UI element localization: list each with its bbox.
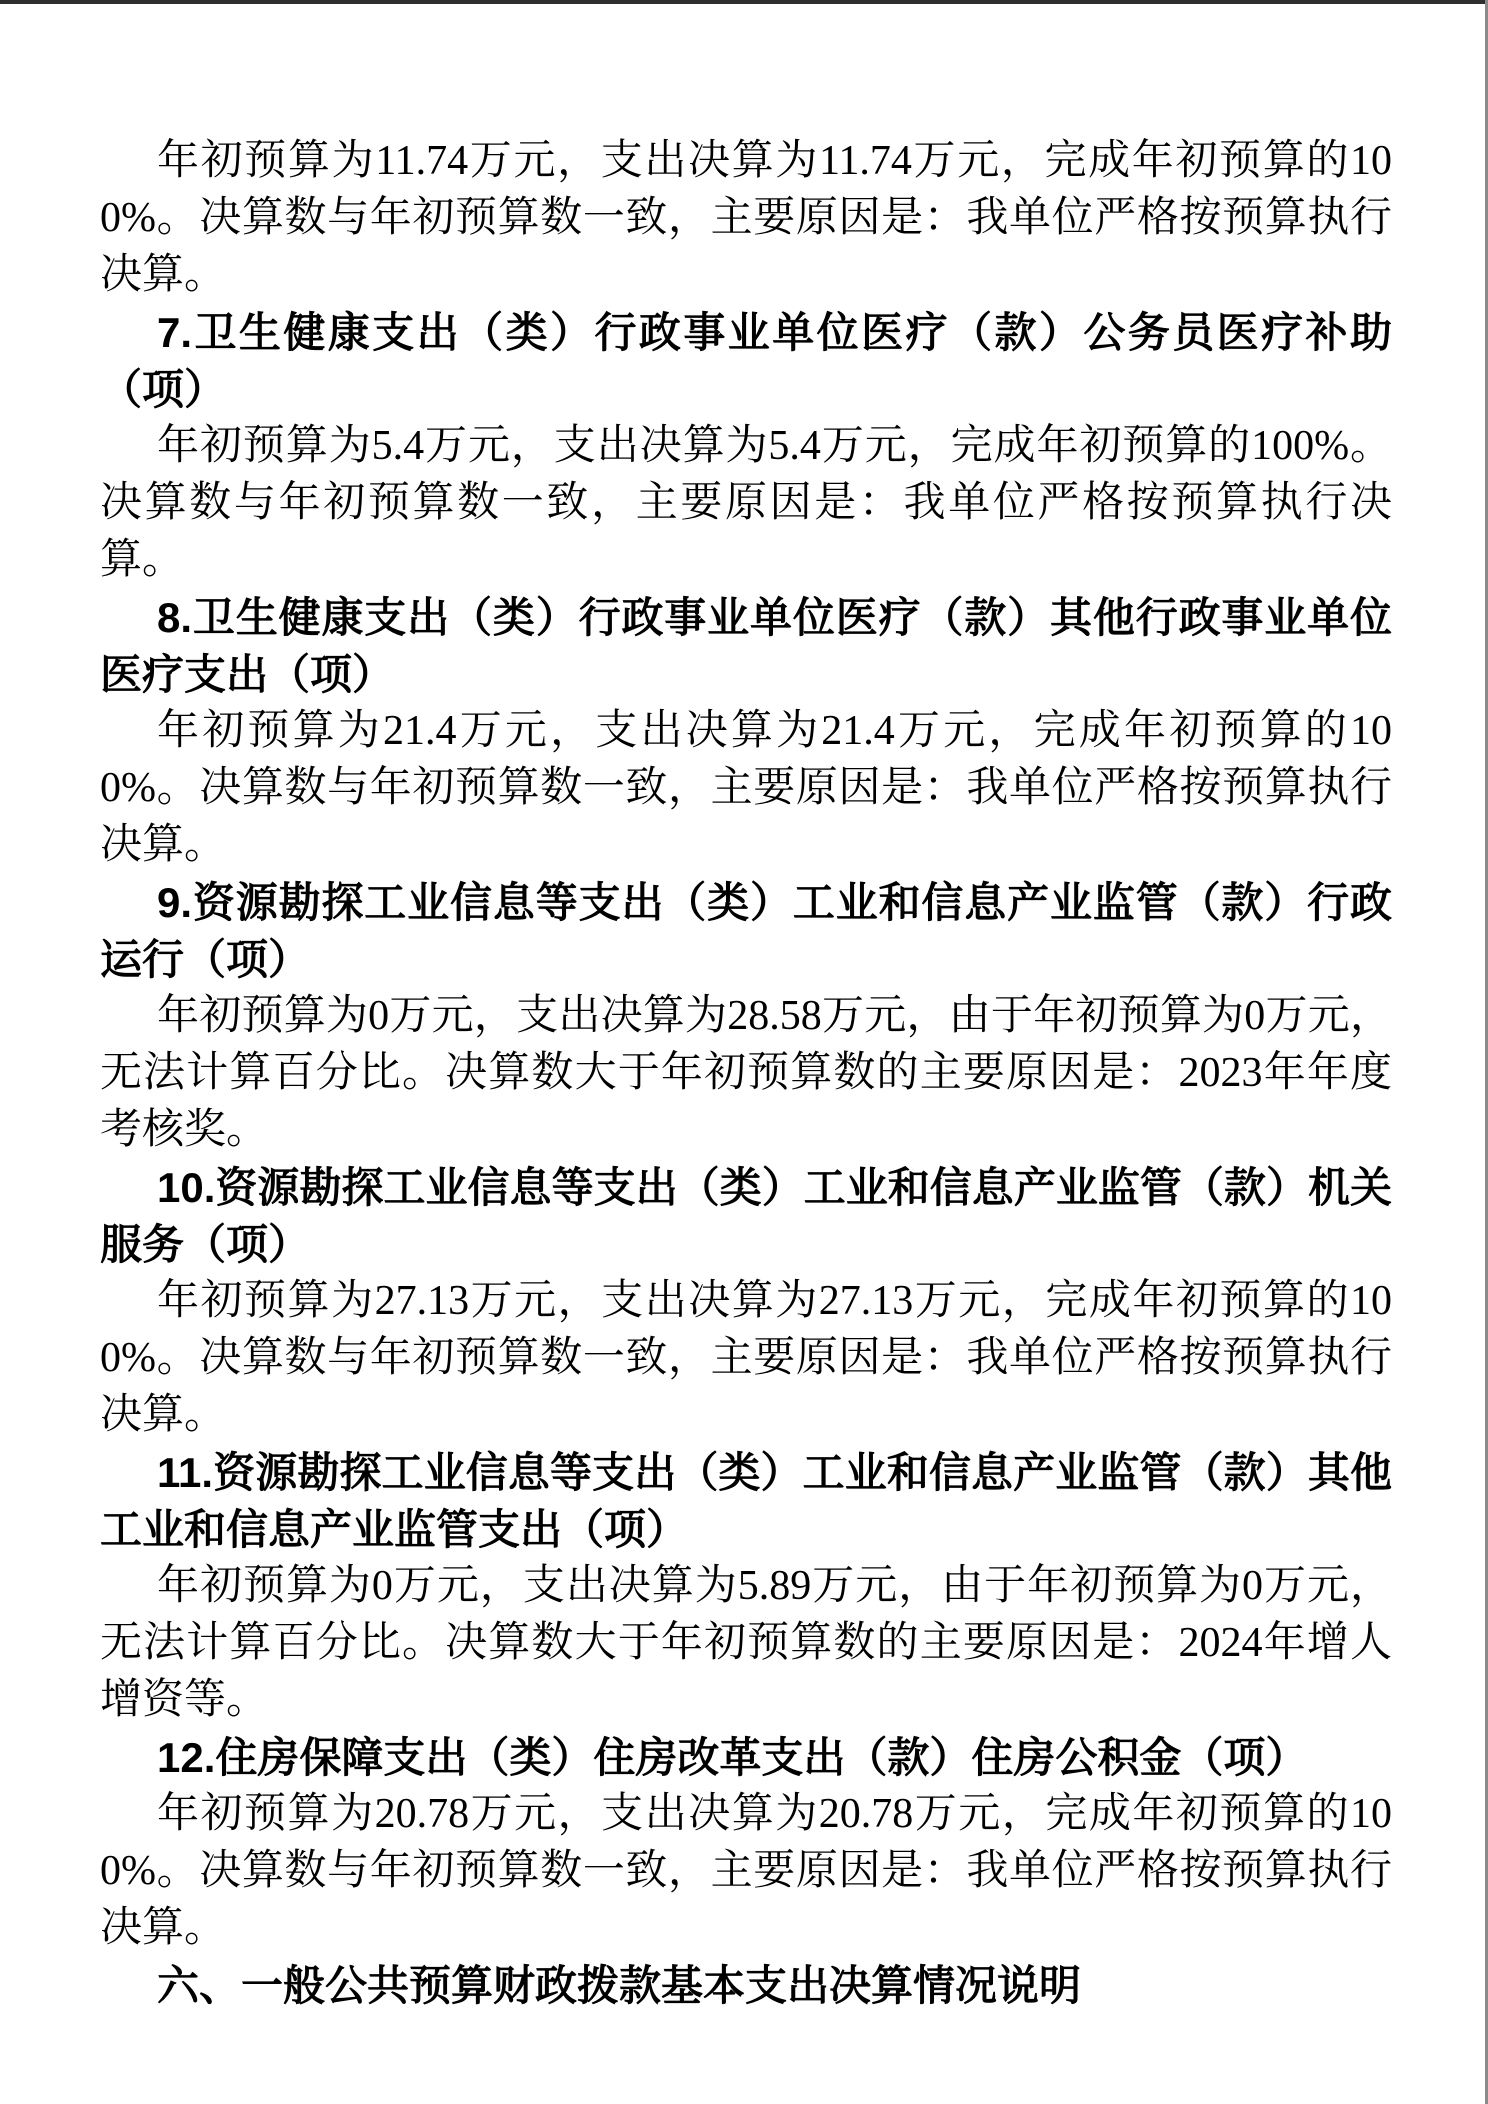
budget-item-12-heading: 12.住房保障支出（类）住房改革支出（款）住房公积金（项） [157,1734,1308,1781]
budget-item-9-heading: 9.资源勘探工业信息等支出（类）工业和信息产业监管（款）行政运行（项） [100,879,1392,983]
page-top-border [0,0,1488,4]
budget-item-7-heading: 7.卫生健康支出（类）行政事业单位医疗（款）公务员医疗补助（项） [100,309,1392,413]
budget-item-10-heading: 10.资源勘探工业信息等支出（类）工业和信息产业监管（款）机关服务（项） [100,1164,1392,1268]
budget-item-10-paragraph: 年初预算为27.13万元，支出决算为27.13万元，完成年初预算的100%。决算数与年初预算数一致，主要原因是：我单位严格按预算执行决算。 [100,1278,1392,1438]
budget-item-12-paragraph: 年初预算为20.78万元，支出决算为20.78万元，完成年初预算的100%。决算数与年初预算数一致，主要原因是：我单位严格按预算执行决算。 [100,1791,1392,1951]
document-content [100,133,1392,2014]
section-six-heading: 六、一般公共预算财政拨款基本支出决算情况说明 [157,1962,1082,2009]
budget-item-8-heading: 8.卫生健康支出（类）行政事业单位医疗（款）其他行政事业单位医疗支出（项） [100,594,1392,698]
budget-item-6-paragraph: 年初预算为11.74万元，支出决算为11.74万元，完成年初预算的100%。决算数与年初预算数一致，主要原因是：我单位严格按预算执行决算。 [100,138,1392,298]
budget-item-11-paragraph: 年初预算为0万元，支出决算为5.89万元，由于年初预算为0万元，无法计算百分比。决算数大于年初预算数的主要原因是：2024年增人增资等。 [100,1563,1392,1723]
budget-item-8-paragraph: 年初预算为21.4万元，支出决算为21.4万元，完成年初预算的100%。决算数与年初预算数一致，主要原因是：我单位严格按预算执行决算。 [100,708,1392,868]
budget-item-11-heading: 11.资源勘探工业信息等支出（类）工业和信息产业监管（款）其他工业和信息产业监管支出（项） [100,1449,1392,1553]
budget-item-9-paragraph: 年初预算为0万元，支出决算为28.58万元，由于年初预算为0万元，无法计算百分比。决算数大于年初预算数的主要原因是：2023年年度考核奖。 [100,993,1392,1153]
budget-item-7-paragraph: 年初预算为5.4万元，支出决算为5.4万元，完成年初预算的100%。决算数与年初预算数一致，主要原因是：我单位严格按预算执行决算。 [100,423,1392,583]
